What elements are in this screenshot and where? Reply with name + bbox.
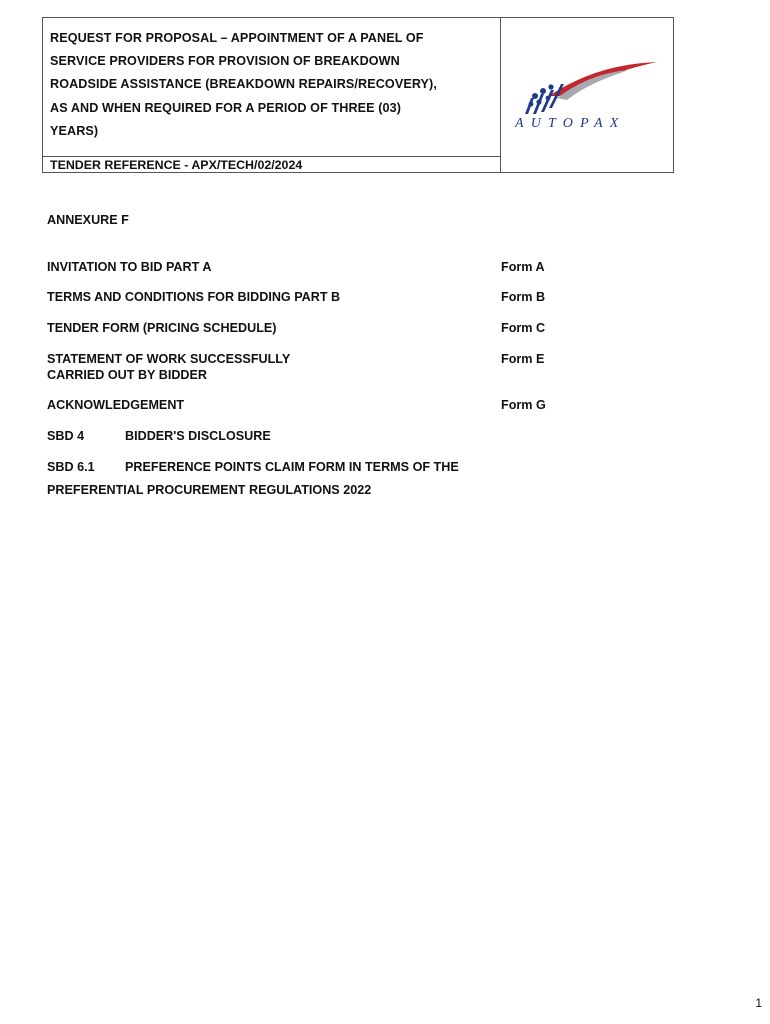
list-item-label: CARRIED OUT BY BIDDER [47,368,207,382]
list-item-form: Form A [501,260,545,274]
title-line: AS AND WHEN REQUIRED FOR A PERIOD OF THREE (03) [50,100,402,115]
list-item-form: Form B [501,290,546,304]
header-table [42,17,674,173]
list-item-label: ACKNOWLEDGEMENT [47,398,185,412]
list-item-form: Form E [501,352,545,366]
list-item-form: Form G [501,398,546,412]
logo-swoosh-icon [501,18,674,118]
logo-wordmark: AUTOPAX [515,116,626,131]
sbd61-code: SBD 6.1 [47,460,95,474]
title-line: ROADSIDE ASSISTANCE (BREAKDOWN REPAIRS/RECOVERY), [50,77,437,92]
sbd4-code: SBD 4 [47,429,85,443]
list-item-label: TERMS AND CONDITIONS FOR BIDDING PART B [47,290,341,304]
document-title [43,18,501,156]
title-line: REQUEST FOR PROPOSAL – APPOINTMENT OF A PANEL OF [50,31,424,45]
page-number: 1 [755,996,762,1010]
list-item-label: STATEMENT OF WORK SUCCESSFULLY [47,352,291,366]
sbd4-label: BIDDER'S DISCLOSURE [125,429,271,443]
sbd61-label: PREFERENCE POINTS CLAIM FORM IN TERMS OF THE [125,460,459,474]
annexure-heading: ANNEXURE F [47,213,129,227]
list-item-label: INVITATION TO BID PART A [47,260,212,274]
sbd61-label-continued: PREFERENTIAL PROCUREMENT REGULATIONS 2022 [47,483,372,497]
autopax-logo [501,18,674,173]
title-line: SERVICE PROVIDERS FOR PROVISION OF BREAKDOWN [50,54,400,69]
list-item-label: TENDER FORM (PRICING SCHEDULE) [47,321,277,335]
list-item-form: Form C [501,321,546,335]
title-line: YEARS) [50,123,99,138]
tender-reference: TENDER REFERENCE - APX/TECH/02/2024 [43,156,501,173]
